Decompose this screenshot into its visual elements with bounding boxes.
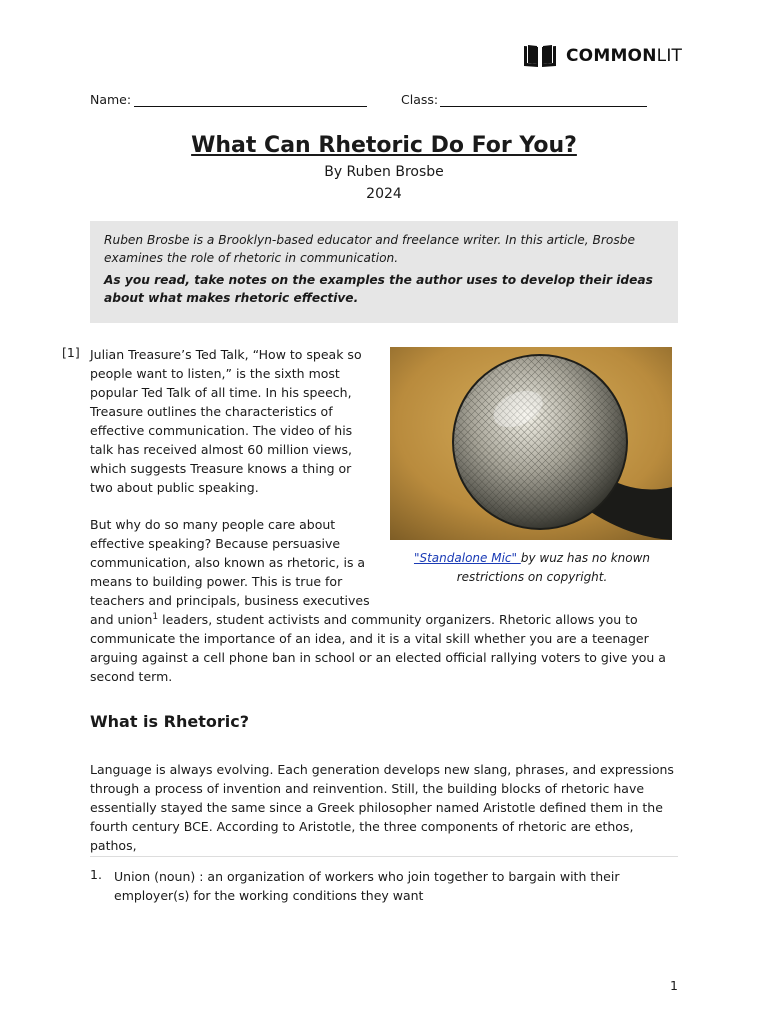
- paragraph-3: Language is always evolving. Each generation develops new slang, phrases, and expressions through a process of invention and reinvention. Still, the building blocks of rhetoric have essentially stayed the same since a Greek philosopher named Aristotle defined them in the fourth century BCE. According to Aristotle, the three components of rhetoric are ethos, pathos,: [90, 762, 674, 853]
- paragraph-2-continued: and union$^1$ leaders, student activists and community organizers. Rhetoric allows you to communicate the importance of an idea, and it is a vital skill whether you are a teenager arguing against a cell phone ban in school or an elected official rallying voters to give you a second term.: [90, 611, 666, 684]
- caption-link[interactable]: "Standalone Mic": [413, 551, 521, 565]
- page-number: 1: [670, 978, 678, 993]
- section-heading: What is Rhetoric?: [90, 712, 249, 731]
- footnote-ref[interactable]: 1: [152, 611, 159, 622]
- caption-text: by wuz has no known restrictions on copyright.: [456, 551, 651, 584]
- footnote-number: 1.: [90, 867, 102, 882]
- book-icon: [522, 43, 558, 69]
- class-label: Class:: [401, 92, 439, 107]
- class-field-line[interactable]: [440, 106, 647, 107]
- name-label: Name:: [90, 92, 132, 107]
- intro-text: Ruben Brosbe is a Brooklyn-based educator and freelance writer. In this article, Brosbe examines the role of rhetoric in communication.: [104, 233, 635, 265]
- logo-text: COMMONLIT: [566, 46, 683, 66]
- footnote-text: Union (noun) : an organization of workers who join together to bargain with their employer(s) for the working conditions they want: [114, 869, 620, 903]
- commonlit-logo: [522, 42, 682, 70]
- footnote-divider: [90, 856, 678, 857]
- byline: By Ruben Brosbe: [324, 164, 444, 180]
- photo-caption: [392, 549, 672, 586]
- paragraph-number: [1]: [62, 345, 80, 360]
- reading-instructions: As you read, take notes on the examples the author uses to develop their ideas about what makes rhetoric effective.: [104, 273, 653, 305]
- intro-box: [90, 221, 678, 323]
- article-title: What Can Rhetoric Do For You?: [191, 133, 577, 158]
- publication-year: 2024: [366, 186, 402, 202]
- name-field-line[interactable]: [134, 106, 367, 107]
- paragraph-1: Julian Treasure’s Ted Talk, “How to speak so people want to listen,” is the sixth most popular Ted Talk of all time. In his speech, Treasure outlines the characteristics of effective communication. The video of his talk has received almost 60 million views, which suggests Treasure knows a thing or two about public speaking.: [90, 347, 362, 495]
- paragraph-2-top: But why do so many people care about effective speaking? Because persuasive communication, also known as rhetoric, is a means to building power. This is true for teachers and principals, business executives: [90, 517, 370, 608]
- student-fields: [90, 92, 680, 110]
- microphone-photo: [390, 347, 672, 540]
